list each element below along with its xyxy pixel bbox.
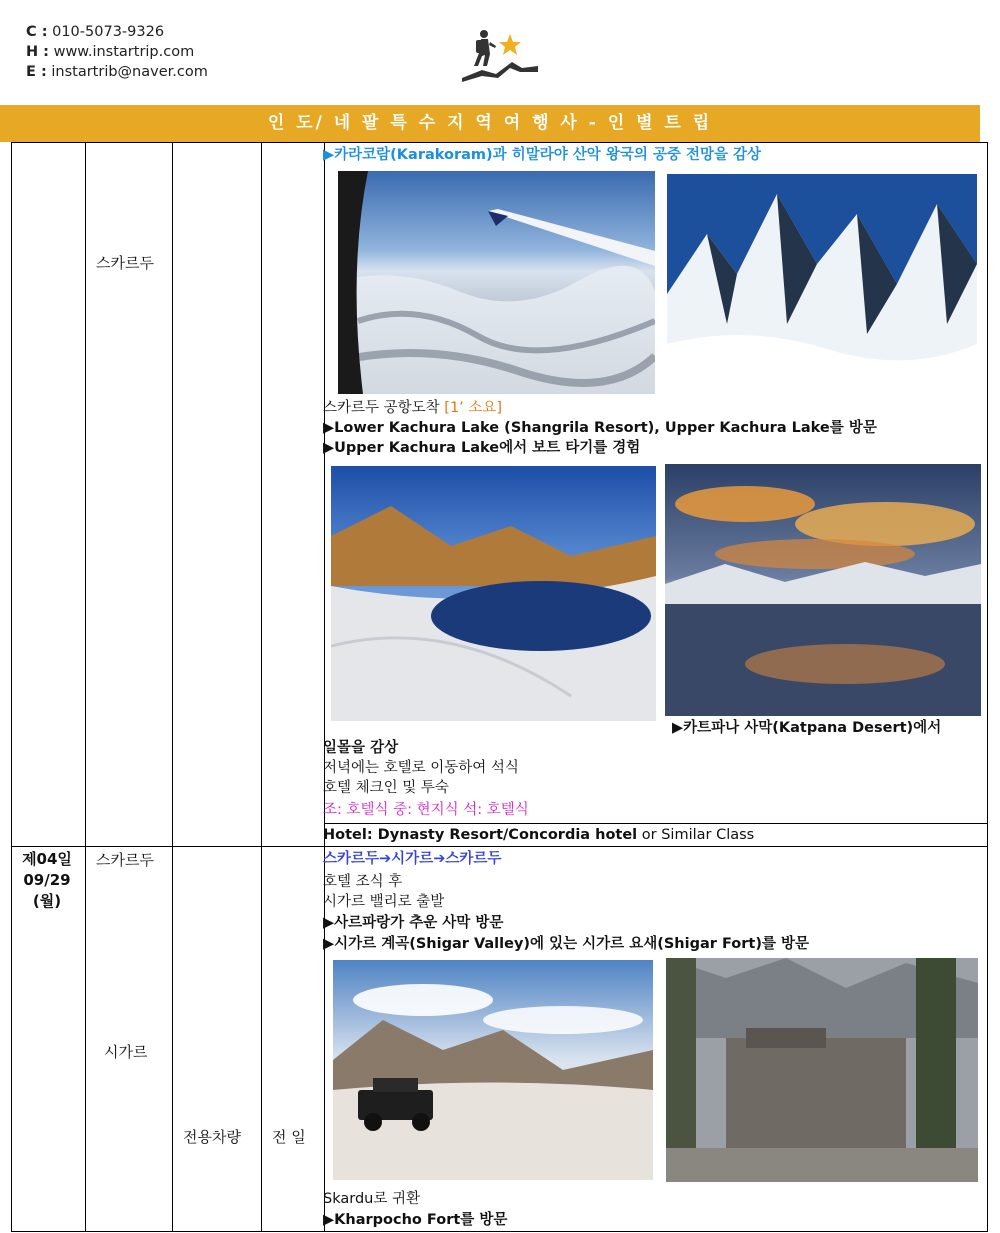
column-divider	[172, 143, 173, 1231]
hiker-logo	[462, 26, 538, 84]
row2-place-shigar: 시가르	[104, 1043, 148, 1061]
meals-line: 조: 호텔식 중: 현지식 석: 호텔식	[323, 802, 529, 818]
checkin-line: 호텔 체크인 및 투숙	[323, 780, 449, 796]
agency-banner: 인 도/ 네 팔 특 수 지 역 여 행 사 - 인 별 트 립	[0, 105, 980, 142]
shigar-fort-line: ▶시가르 계곡(Shigar Valley)에 있는 시가르 요새(Shigar Fort)를 방문	[323, 936, 810, 952]
return-line: Skardu로 귀환	[323, 1191, 420, 1207]
shigar-fort-photo	[666, 958, 978, 1182]
aerial-view-line: ▶카라코람(Karakoram)과 히말라야 산악 왕국의 공중 전망을 감상	[323, 147, 762, 163]
kharpocho-line: ▶Kharpocho Fort를 방문	[323, 1212, 508, 1228]
mountain-photo	[667, 174, 977, 394]
depart-line: 시가르 밸리로 출발	[323, 894, 445, 910]
day-label: 제04일 09/29 (월)	[22, 850, 72, 910]
hotel-line: Hotel: Dynasty Resort/Concordia hotel or Similar Class	[323, 827, 755, 843]
breakfast-line: 호텔 조식 후	[323, 874, 403, 890]
kachura-visit-line: ▶Lower Kachura Lake (Shangrila Resort), Upper Kachura Lake를 방문	[323, 420, 877, 436]
phone-number: 010-5073-9326	[52, 24, 165, 40]
row2-place-skardu: 스카르두	[96, 851, 154, 869]
column-divider	[324, 143, 325, 1231]
katpana-sunset-photo	[665, 464, 981, 716]
row1-place: 스카르두	[96, 254, 154, 272]
email-line: E : instartrib@naver.com	[26, 64, 208, 80]
route-line: 스카르두➔시가르➔스카르두	[323, 851, 502, 867]
contact-info	[26, 22, 208, 82]
hotel-divider	[324, 823, 987, 824]
website-line: H : www.instartrip.com	[26, 44, 195, 60]
email-link[interactable]: instartrib@naver.com	[51, 64, 208, 80]
column-divider	[261, 143, 262, 1231]
katpana-desert-line: ▶카트파나 사막(Katpana Desert)에서	[672, 720, 942, 736]
sunset-line: 일몰을 감상	[323, 740, 399, 756]
desert-lake-photo	[331, 466, 656, 721]
airport-arrival-line: 스카르두 공항도착 [1’ 소요]	[323, 400, 503, 416]
aerial-photo	[338, 171, 655, 394]
boat-ride-line: ▶Upper Kachura Lake에서 보트 타기를 경험	[323, 440, 641, 456]
dinner-line: 저녁에는 호텔로 이동하여 석식	[323, 760, 519, 776]
cold-desert-line: ▶사르파랑가 추운 사막 방문	[323, 915, 504, 931]
transport-label: 전용차량	[183, 1128, 241, 1146]
website-link[interactable]: www.instartrip.com	[53, 44, 195, 60]
row-divider	[12, 846, 987, 847]
column-divider	[85, 143, 86, 1231]
jeep-desert-photo	[333, 960, 653, 1180]
meal-label: 전 일	[272, 1128, 306, 1146]
phone-line: C : 010-5073-9326	[26, 24, 165, 40]
